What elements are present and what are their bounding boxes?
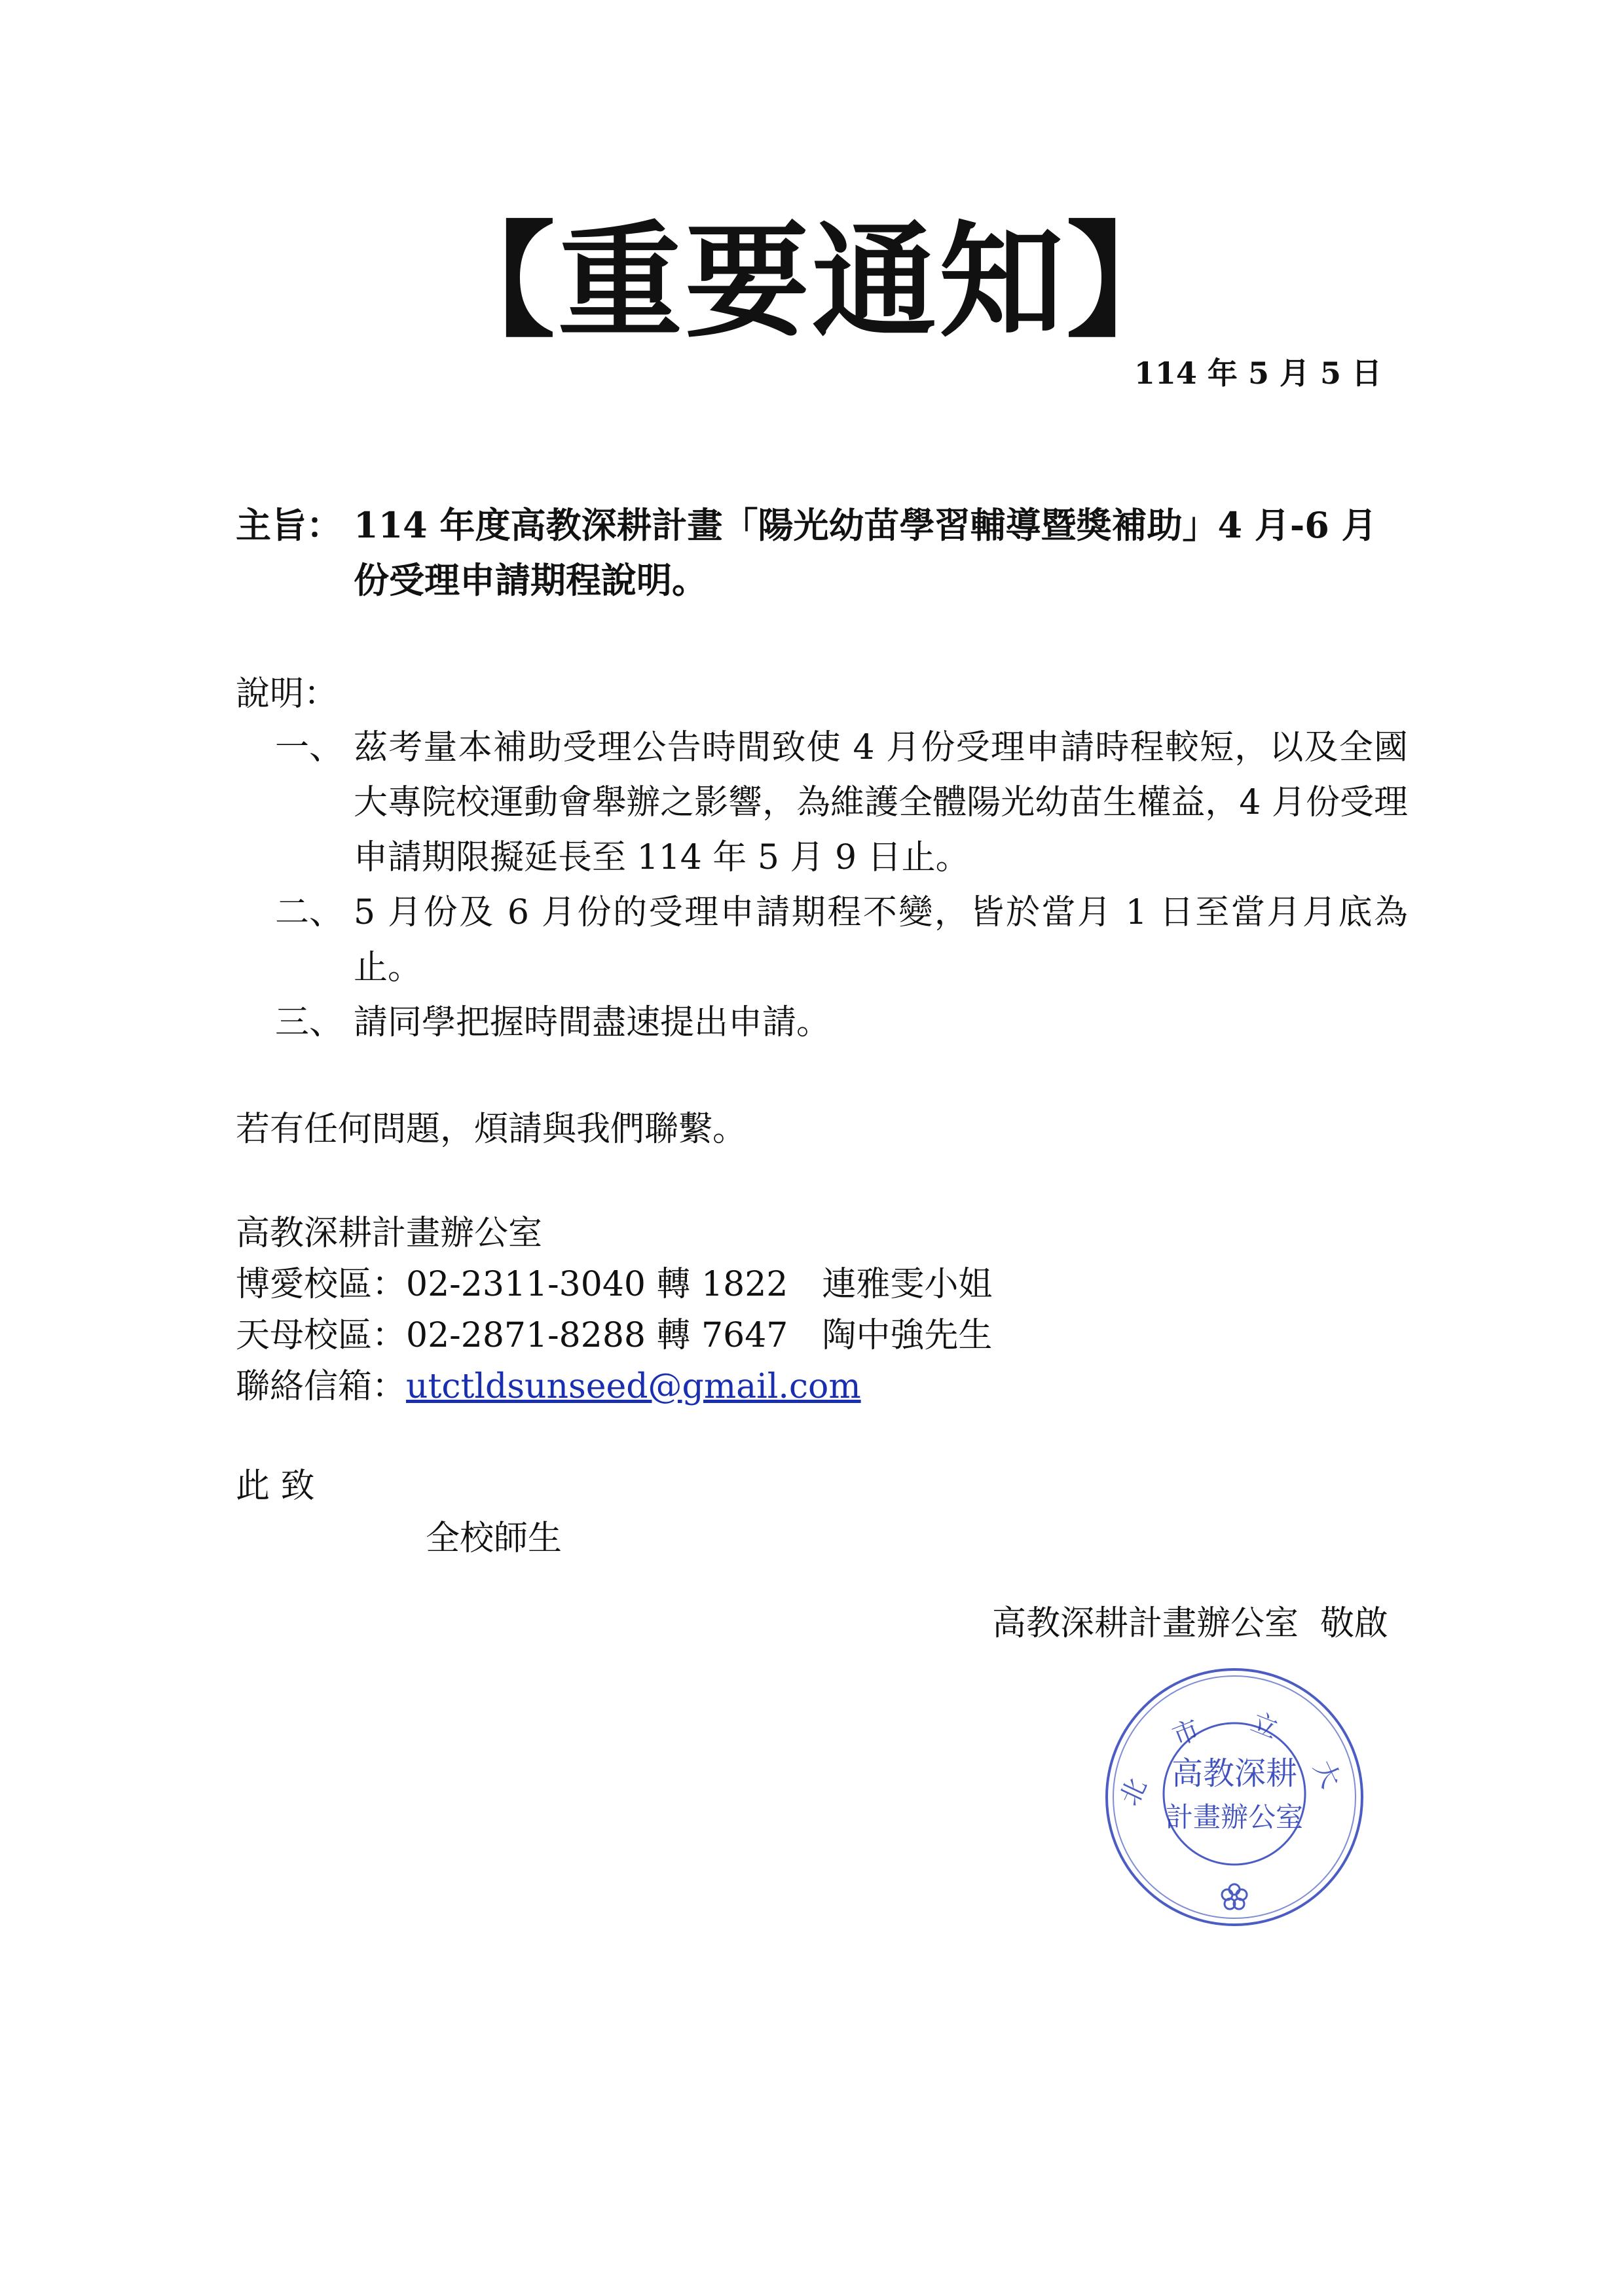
boai-campus-contact: 博愛校區：02-2311-3040 轉 1822 連雅雯小姐 xyxy=(236,1265,993,1304)
subject-text: 114 年度高教深耕計畫「陽光幼苗學習輔導暨獎補助」4 月-6 月份受理申請期程說明。 xyxy=(354,504,1377,601)
item-text: 請同學把握時間盡速提出申請。 xyxy=(354,1003,831,1042)
plum-blossom-icon xyxy=(1222,1884,1247,1909)
contact-note: 若有任何問題，煩請與我們聯繫。 xyxy=(236,1110,747,1149)
item-number: 三、 xyxy=(275,1003,344,1042)
item-number: 一、 xyxy=(275,728,344,767)
list-item xyxy=(275,885,1408,995)
notice-title: 【重要通知】 xyxy=(430,208,1193,354)
item-text: 5 月份及 6 月份的受理申請期程不變，皆於當月 1 日至當月月底為止。 xyxy=(354,893,1408,987)
seal-inner-line1: 高教深耕 xyxy=(1171,1755,1298,1792)
office-contact-block xyxy=(236,1208,992,1412)
subject-block xyxy=(236,498,1388,608)
item-number: 二、 xyxy=(275,893,344,932)
sender-signature: 高教深耕計畫辦公室 敬啟 xyxy=(991,1604,1388,1643)
closing-salutation: 此 致 xyxy=(236,1467,315,1506)
email-row xyxy=(236,1361,992,1412)
notice-date: 114 年 5 月 5 日 xyxy=(1134,355,1382,391)
office-seal-stamp xyxy=(1100,1663,1369,1931)
email-label: 聯絡信箱： xyxy=(236,1367,407,1406)
list-item xyxy=(275,720,1408,885)
list-item xyxy=(275,995,1408,1050)
seal-outer-text: 北 市 立 大 xyxy=(1114,1707,1355,1811)
explanation-list xyxy=(275,720,1408,1050)
subject-label: 主旨： xyxy=(236,504,342,546)
seal-inner-line2: 計畫辦公室 xyxy=(1165,1801,1304,1833)
recipient: 全校師生 xyxy=(426,1519,563,1558)
item-text: 茲考量本補助受理公告時間致使 4 月份受理申請時程較短，以及全國大專院校運動會舉辦之影響，為維護全體陽光幼苗生權益，4 月份受理申請期限擬延長至 114 年 5 月 9 日止。 xyxy=(354,728,1408,877)
email-link[interactable]: utctldsunseed@gmail.com xyxy=(406,1367,861,1406)
office-name: 高教深耕計畫辦公室 xyxy=(236,1214,543,1253)
explanation-label: 說明： xyxy=(236,674,339,714)
tianmu-campus-contact: 天母校區：02-2871-8288 轉 7647 陶中強先生 xyxy=(236,1316,993,1355)
